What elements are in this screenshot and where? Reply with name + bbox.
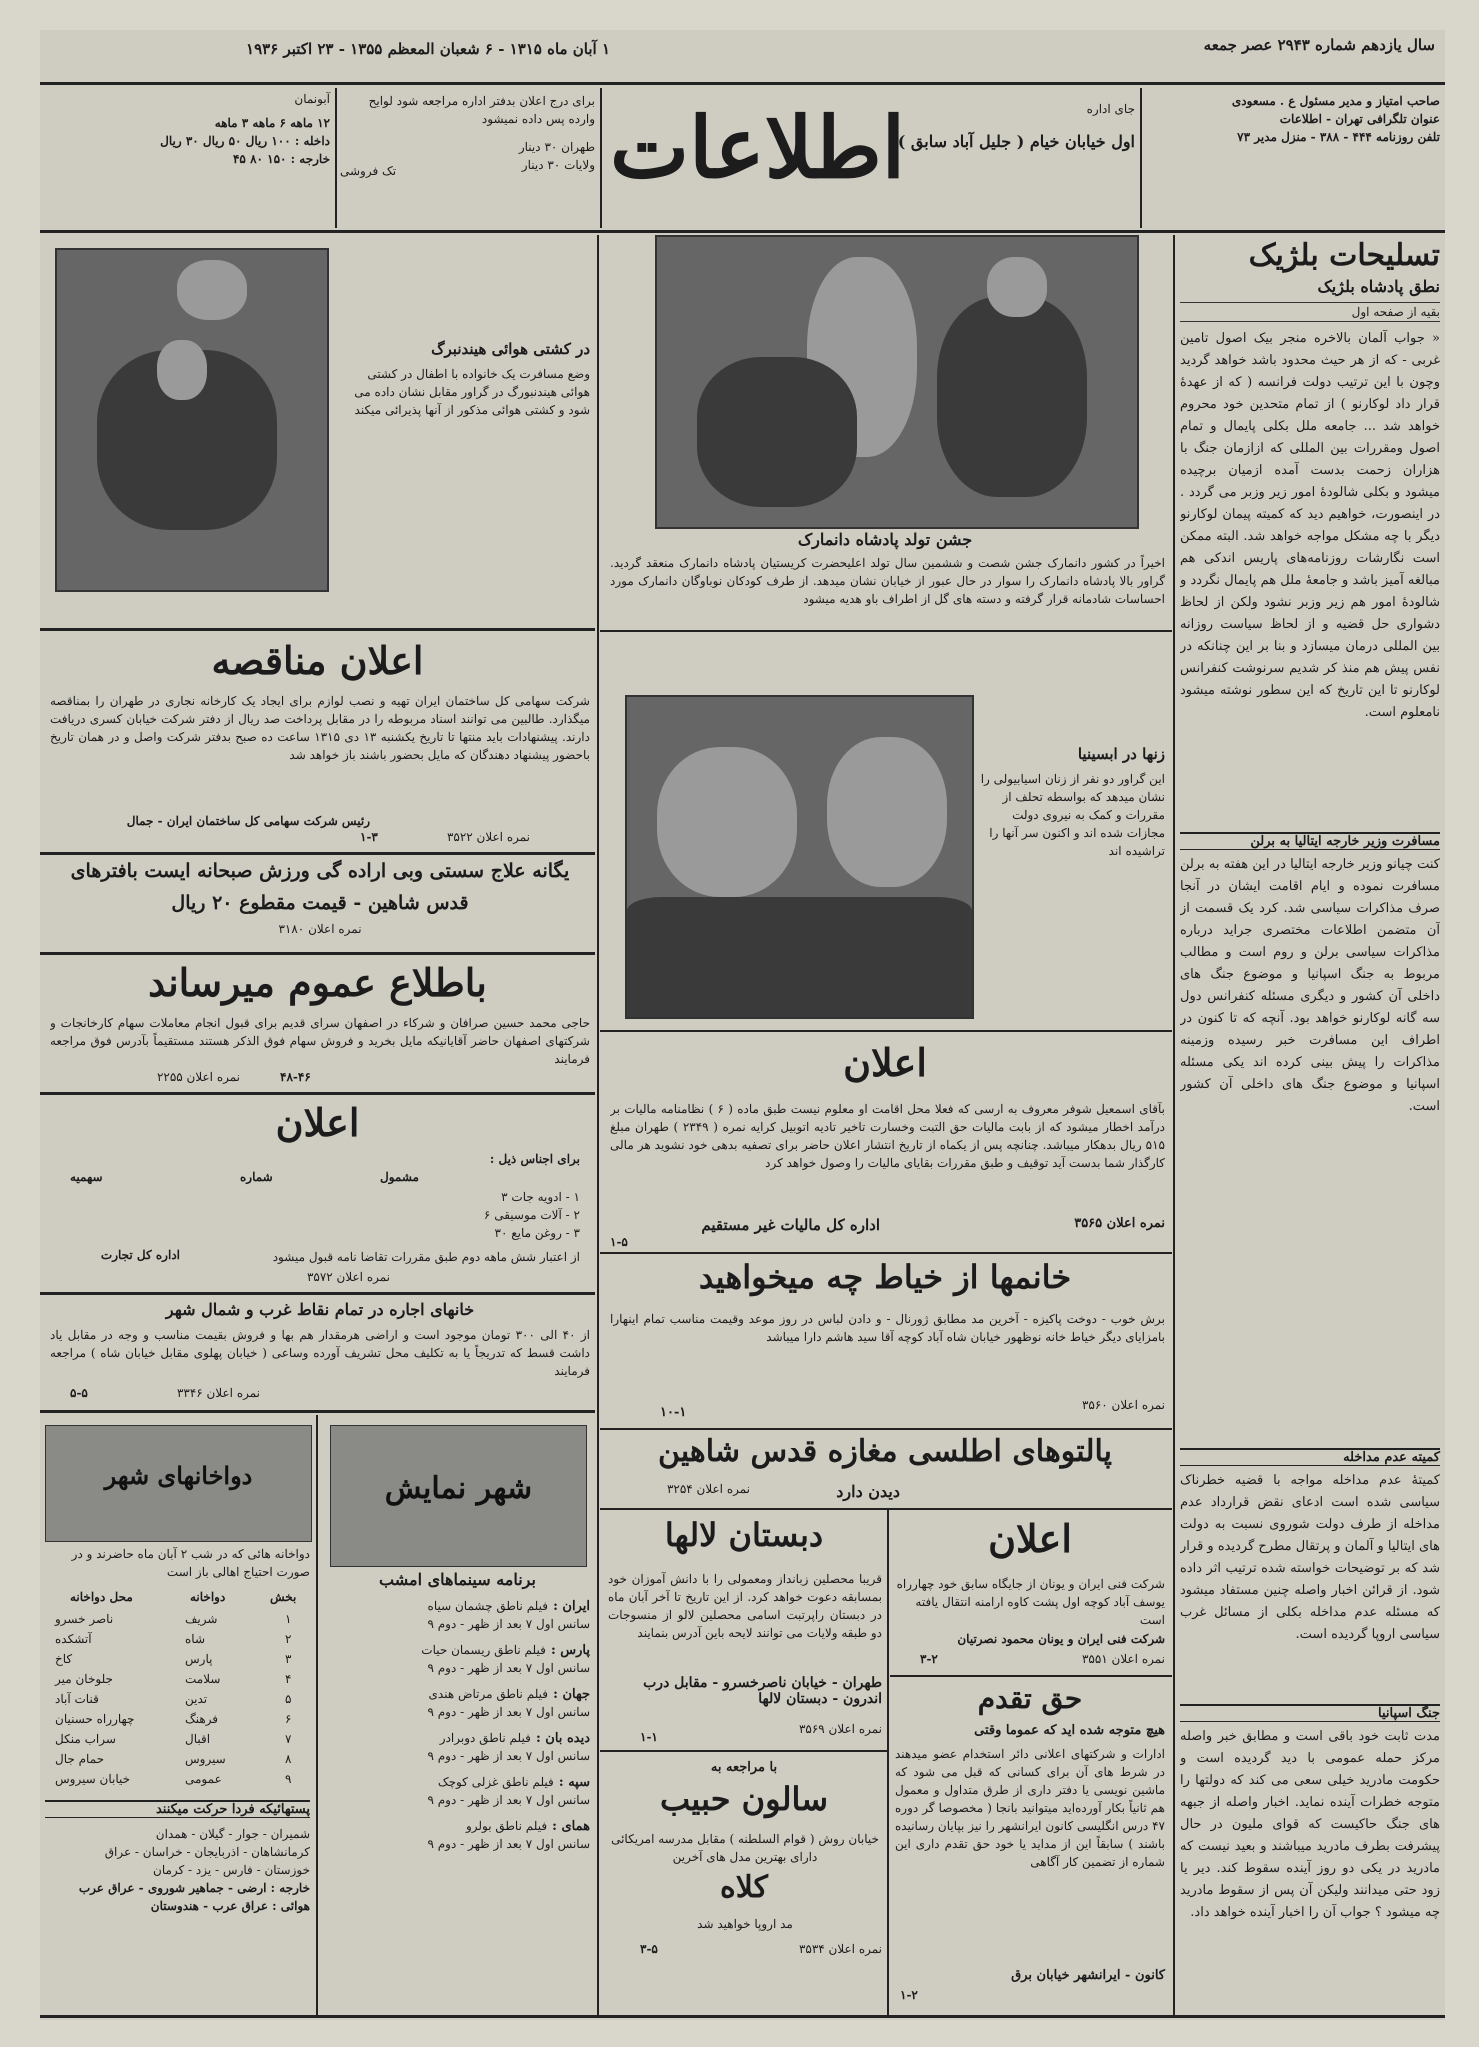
subscription-label: آبونمان [294, 92, 330, 106]
pharmacy-place: خیابان سیروس [55, 1772, 131, 1786]
left-subcolumn-rule [316, 1415, 318, 2015]
sale-col2: شماره [240, 1170, 273, 1184]
abyssinia-photo [625, 695, 974, 1019]
cinema-name: دیده بان : [535, 1731, 590, 1746]
school-title: دبستان لالها [664, 1516, 824, 1554]
rule-tax [600, 1252, 1172, 1254]
salon-word: کلاه [720, 1870, 768, 1905]
pharmacy-place: ناصر خسرو [55, 1612, 114, 1626]
subscription-header: ۱۲ ماهه ۶ ماهه ۳ ماهه [214, 116, 330, 130]
cinema-item [325, 1639, 590, 1677]
masthead-divider-2 [600, 88, 602, 228]
post-row: کرمانشاهان - اذربایجان - خراسان - عراق [104, 1845, 310, 1859]
pharmacy-place: آتشکده [55, 1632, 92, 1646]
cinema-title: برنامه سینماهای امشب [379, 1570, 536, 1589]
cinema-list [325, 1595, 590, 1859]
belgium-subtitle: نطق پادشاه بلژیک [1317, 277, 1440, 296]
cinema-times: سانس اول ۷ بعد از ظهر - دوم ۹ [427, 1661, 590, 1675]
pharmacy-row [45, 1690, 310, 1710]
cinema-name: سپه : [558, 1775, 590, 1790]
school-code: ۱-۱ [640, 1730, 658, 1744]
airplane-caption: وضع مسافرت یک خانواده با اطفال در کشتی هوائی هیندنبورگ در گراور مقابل نشان داده می شود و کشتی هوائی مذکور از آنها پذیرائی میکند [354, 367, 590, 417]
page-bottom-rule [40, 2015, 1445, 2018]
pharmacy-place: سراب منکل [55, 1732, 116, 1746]
remedy-line1: یگانه علاج سستی وبی اراده گی ورزش صبحانه ایست بافترهای [70, 860, 570, 882]
airplane-photo [55, 248, 329, 592]
salon-code: ۳-۵ [640, 1942, 658, 1956]
pharmacy-num: ۶ [285, 1712, 292, 1726]
cinema-name: جهان : [553, 1687, 590, 1702]
cinema-times: سانس اول ۷ بعد از ظهر - دوم ۹ [427, 1617, 590, 1631]
issue-line: سال یازدهم شماره ۲۹۴۳ عصر جمعه [1203, 36, 1435, 54]
rule-airplane [40, 628, 595, 631]
pharmacy-place: کاخ [55, 1652, 73, 1666]
rental-code: ۵-۵ [70, 1386, 88, 1400]
pharmacy-row [45, 1710, 310, 1730]
rule-public-notice [40, 1092, 595, 1095]
sale-col3: سهمیه [70, 1170, 103, 1184]
iran-notice-sig: شرکت فنی ایران و یونان محمود نصرتیان [957, 1632, 1165, 1646]
public-notice-body: حاجی محمد حسین صرافان و شرکاء در اصفهان سرای قدیم برای قبول انجام معاملات سهام کارخانجات و شرکتهای اصفهان حاضر آقایانیکه مایل بخرید و فروش سهام فوق الذکر هستند مستقیماً بآدرس فوق مراجعه فرمایند [50, 1016, 590, 1066]
pharmacy-row [45, 1630, 310, 1650]
cinema-times: سانس اول ۷ بعد از ظهر - دوم ۹ [427, 1837, 590, 1851]
haqq-code: ۱-۲ [900, 1988, 918, 2002]
pharmacy-col-pharmacy: دواخانه [190, 1590, 226, 1604]
pharmacy-name: عمومی [185, 1772, 222, 1786]
cinema-times: سانس اول ۷ بعد از ظهر - دوم ۹ [427, 1793, 590, 1807]
tailor-ref: نمره اعلان ۳۵۶۰ [1081, 1398, 1165, 1412]
subscription-block [50, 90, 330, 168]
rental-title: خانهای اجاره در تمام نقاط غرب و شمال شهر [165, 1300, 475, 1319]
cinema-film: فیلم ناطق غزلی کوچک [437, 1775, 554, 1789]
salon-ref: نمره اعلان ۳۵۳۴ [798, 1942, 882, 1956]
pharmacy-row [45, 1730, 310, 1750]
rule-iran-notice [890, 1675, 1172, 1677]
rule-school [600, 1750, 887, 1752]
rule-tender [40, 852, 595, 855]
cinema-item [325, 1595, 590, 1633]
masthead-divider-3 [335, 88, 337, 228]
tax-ref: نمره اعلان ۳۵۶۵ [1074, 1216, 1165, 1231]
owner-line: صاحب امتیاز و مدیر مسئول ع . مسعودی [1231, 94, 1440, 108]
coats-ref: نمره اعلان ۳۲۵۴ [666, 1482, 750, 1496]
cinema-film: فیلم ناطق مرتاض هندی [428, 1687, 549, 1701]
belgium-body3: کمیتهٔ عدم مداخله مواجه با قضیه خطرناک سیاسی شده است ادعای نقض قرارداد عدم مداخله از طرف دولت شوروی نسبت به دولت های ایتالیا و آلمان و پرتقال مطرح گردیده و قرار شد که بر توضیحات خواسته شده ترتیب اثر داده شود. از قرائن اخبار واصله چنین مستفاد میشود که مسئله عدم مداخله بکلی از مسائل غرب سیاسی اروپا گردیده است. [1180, 1473, 1440, 1642]
cinema-item [325, 1727, 590, 1765]
rule-remedy [40, 952, 595, 955]
rule-tailor [600, 1428, 1172, 1430]
tender-title: اعلان مناقصه [211, 638, 424, 683]
denmark-photo [655, 235, 1139, 529]
post-title: پستهائیکه فردا حرکت میکنند [45, 1800, 310, 1818]
cinema-times: سانس اول ۷ بعد از ظهر - دوم ۹ [427, 1749, 590, 1763]
middle-subcolumn-rule [887, 1510, 889, 2015]
cinema-name: ایران : [553, 1599, 590, 1614]
pharmacy-row [45, 1770, 310, 1790]
cinema-film: فیلم ناطق بولرو [465, 1819, 548, 1833]
subscription-foreign: خارجه : ۱۵۰ ۸۰ ۴۵ [232, 152, 330, 166]
pharmacy-place: چهارراه حسنیان [55, 1712, 135, 1726]
belgium-title: تسلیحات بلژیک [1248, 238, 1440, 273]
haqq-sig: کانون - ایرانشهر خیابان برق [1011, 1968, 1165, 1983]
sale-dept: اداره کل تجارت [100, 1248, 180, 1262]
sale-body: از اعتبار شش ماهه دوم طبق مقررات تقاضا نامه قبول میشود [272, 1250, 580, 1264]
cinema-times: سانس اول ۷ بعد از ظهر - دوم ۹ [427, 1705, 590, 1719]
pharmacy-name: اقبال [185, 1732, 211, 1746]
cinema-name: پارس : [550, 1643, 590, 1658]
rule-rental [40, 1410, 595, 1413]
rule-coats [600, 1508, 1172, 1510]
rental-ref: نمره اعلان ۳۳۴۶ [176, 1386, 260, 1400]
iran-notice-body: شرکت فنی ایران و یونان از جایگاه سابق خود چهارراه یوسف آباد کوچه اول پشت کاوه ارامنه انتقال یافته است [896, 1577, 1165, 1627]
telegraph-line: عنوان تلگرافی تهران - اطلاعات [1279, 112, 1440, 126]
pharmacy-num: ۵ [285, 1692, 292, 1706]
pharmacy-col-place: محل دواخانه [70, 1590, 133, 1604]
belgium-body2: کنت چیانو وزیر خارجه ایتالیا در این هفته به برلن مسافرت نموده و ایام اقامت ایشان در آنجا صرف مذاکرات سیاسی شد. کرد یک قسمت از آن متضمن اطلاعات مختصری جراید درباره مذاکرات سیاسی برلن و روم است و مطالب مربوط به جنگ اسپانیا و موضوع جنگ های داخلی آن کشور و دیگری مسئله کنفرانس دول سه گانه لوکارنو خواهد بود. آنچه که تا کنون در اطراف این مسافرت خبر رسیده وزمینه مذاکرات را پیش بینی کرده اند یکی مسئله اسپانیا و موضوع جنگ های داخلی آن کشور است. [1180, 857, 1440, 1114]
column-rule-right [1173, 235, 1175, 2015]
rental-body: از ۴۰ الی ۳۰۰ تومان موجود است و اراضی هرمقدار هم بها و فروش بقیمت مناسب و وجه در مقابل یاد داشت قسط که تدریجاً یا به تکلیف محل تشریف آورده وساعی ( خیابان پهلوی مقابل خیابان شاه ) مراجعه فرمایند [50, 1328, 590, 1378]
sale-title: اعلان [275, 1100, 360, 1145]
belgium-cont: بقیه از صفحه اول [1180, 302, 1440, 322]
public-notice-code: ۴۸-۴۶ [280, 1070, 311, 1084]
subscription-domestic: داخله : ۱۰۰ ریال ۵۰ ریال ۳۰ ریال [160, 134, 330, 148]
pharmacy-num: ۹ [285, 1772, 292, 1786]
cinema-film: فیلم ناطق چشمان سیاه [427, 1599, 549, 1613]
pharmacy-num: ۳ [285, 1652, 292, 1666]
cinema-film: فیلم ناطق ریسمان حیات [421, 1643, 546, 1657]
post-list [45, 1825, 310, 1915]
pharmacy-place: حمام جال [55, 1752, 105, 1766]
belgium-sub4: جنگ اسپانیا [1180, 1704, 1440, 1722]
rule-sale [40, 1292, 595, 1295]
cinema-item [325, 1771, 590, 1809]
pharmacy-name: شریف [185, 1612, 218, 1626]
pharmacy-place: جلوخان میر [55, 1672, 113, 1686]
tax-body: بآقای اسمعیل شوفر معروف به ارسی که فعلا محل اقامت او معلوم نیست طبق ماده ( ۶ ) نظامنامه مالیات بر درآمد اخطار میشود که از بابت مالیات حق التبت وخسارت تاخیر تادیه اتوبیل کرایه نمره ( ۲۳۴۹ ) طهران مبلغ ۵۱۵ ریال بدهکار میباشد. چنانچه پس از یکماه از تاریخ انتشار اعلان حاضر برای تصفیه بدهی خود نشوید هر مالی کارگذار شما بدست آید توقیف و طبق مقررات بقایای مالیات را وصول خواهد کرد [610, 1102, 1165, 1170]
post-row: خوزستان - فارس - یزد - کرمان [153, 1863, 310, 1877]
school-address: طهران - خیابان ناصرخسرو - مقابل درب اندرون - دبستان لالها [643, 1675, 882, 1707]
sale-intro: برای اجناس ذیل : [489, 1152, 580, 1166]
remedy-line2: قدس شاهین - قیمت مقطوع ۲۰ ریال [171, 892, 469, 914]
pharmacy-name: سلامت [185, 1672, 221, 1686]
pharmacy-num: ۴ [285, 1672, 292, 1686]
pharmacy-place: قنات آباد [55, 1692, 99, 1706]
sale-col1: مشمول [380, 1170, 419, 1184]
iran-notice-code: ۳-۲ [920, 1652, 938, 1666]
school-ref: نمره اعلان ۳۵۶۹ [798, 1722, 882, 1736]
masthead-title: اطلاعات [610, 98, 906, 197]
abyssinia-caption: این گراور دو نفر از زنان اسیابیولی را نشان میدهد که بواسطه تحلف از مقررات و کمک به نیروی دولت مجازات شده اند و اکنون سر آنها را تراشیده اند [980, 772, 1165, 858]
cinema-item [325, 1683, 590, 1721]
pharmacy-name: فرهنگ [185, 1712, 219, 1726]
address-text: اول خیابان خیام ( جلیل آباد سابق ) [897, 132, 1135, 151]
pharmacy-row [45, 1670, 310, 1690]
coats-title: پالتوهای اطلسی مغازه قدس شاهین [658, 1434, 1112, 1469]
pharmacy-num: ۲ [285, 1632, 292, 1646]
haqq-subtitle: هیچ متوجه شده اید که عموما وقتی [974, 1723, 1165, 1738]
belgium-article [1180, 238, 1440, 1976]
haqq-body: ادارات و شرکتهای اعلانی دائر استخدام عضو میدهند در شرط های آن برای کسانی که قبل می شود که ماشین نویسی یا دفتر داری از طرق متداول و معمول هم ثانیاً بکار آورده‌اید میتوانید بانجا ( مخصوصا گر دوره ۴۷ درس انگلیسی کانون ایرانشهر را نیز بپایان رسانیده باشند ) سابقاً این از مداید یا خود حق تقدم داری این شماره از تضمین کار آگاهی [895, 1747, 1165, 1869]
single-price-label: تک فروشی [340, 164, 397, 178]
tender-body: شرکت سهامی کل ساختمان ایران تهیه و نصب لوازم برای ایجاد یک کارخانه نجاری در طهران را بمناقصه میگذارد. طالبین می توانند اسناد مربوطه را در مقابل پرداخت صد ریال از دفتر شرکت خیابان کسری دریافت دارند. پیشنهادات باید منتها تا تاریخ یکشنبه ۱۳ دی ۱۳۱۵ ساعت ده صبح بدفتر شرکت واصل و در همان تاریخ باحضور پیشنهاد دهندگان که مایل بحضور باشند باز خواهد شد [50, 694, 590, 762]
post-row: خارجه : ارضی - جماهیر شوروی - عراق عرب [78, 1881, 310, 1895]
iran-notice-ref: نمره اعلان ۳۵۵۱ [1081, 1652, 1165, 1666]
coats-sub: دیدن دارد [836, 1482, 900, 1501]
salon-title: سالون حبیب [660, 1780, 828, 1818]
post-row: شمیران - جوار - گیلان - همدان [155, 1827, 310, 1841]
pharmacy-name: سیروس [185, 1752, 226, 1766]
denmark-caption: اخیراً در کشور دانمارک جشن شصت و ششمین سال تولد اعلیحضرت کریستیان پادشاه دانمارک منعقد گردید. گراور بالا پادشاه دانمارک را سوار در حال عبور از خیابان نشان میدهد. از طرف کودکان نوباوگان دانمارک مورد احساسات شادمانه قرار گرفته و دسته های گل از اطراف باو هدیه میشود [610, 556, 1165, 606]
pharmacy-name: شاه [185, 1632, 205, 1646]
school-body: قریبا محصلین زبانداز ومعمولی را با دانش آموزان خود بمسابقه دعوت خواهد کرد. از این تاریخ تا آخر آبان ماه در دبستان راپرتبت اسامی محصلین لالو از منسوجات دو طبقه ولایات می توانند لایحه باین آدرس بنمایند [608, 1572, 882, 1640]
column-rule-left [597, 235, 599, 2015]
tender-signature: رئیس شرکت سهامی کل ساختمان ایران - جمال [126, 814, 370, 828]
pharmacy-row [45, 1750, 310, 1770]
denmark-title: جشن تولد پادشاه دانمارک [797, 530, 973, 549]
salon-tail: مد اروپا خواهید شد [697, 1917, 793, 1931]
pharmacy-row [45, 1610, 310, 1630]
pharmacy-row [45, 1650, 310, 1670]
abyssinia-title: زنها در ابسینیا [1077, 745, 1165, 763]
iran-notice-title: اعلان [988, 1516, 1072, 1561]
haqq-title: حق تقدم [977, 1682, 1083, 1715]
belgium-body4: مدت ثابت خود باقی است و مطابق خبر واصله مرکز حمله عمومی با دید گردیده است و حکومت مادرید خیلی سعی می کند که دولتها را متوجه خطرات آینده نماید. اخبار واصله از جبهه های جنگ حاکیست که قوای ملیون در حال پیشرفت بطرف مادرید میباشند و بعید نیست که مادرید در یکی دو روز آینده سقوط کند. دیر یا زود حتی میدانند ولیکن آن پس از سقوط مادرید چه میشود ؟ جواب آن را اخبار آینده خواهد داد. [1180, 1729, 1440, 1920]
pharmacy-num: ۸ [285, 1752, 292, 1766]
newspaper-page [40, 30, 1445, 2020]
cinema-film: فیلم ناطق دوبرادر [439, 1731, 531, 1745]
tender-code: ۱-۳ [360, 830, 378, 844]
belgium-sub2: مسافرت وزیر خارجه ایتالیا به برلن [1180, 832, 1440, 850]
ad-note: برای درج اعلان بدفتر اداره مراجعه شود لوایح وارده پس داده نمیشود [368, 94, 595, 126]
cinema-logo-image [330, 1425, 587, 1567]
belgium-sub3: کمیته عدم مداخله [1180, 1448, 1440, 1466]
owner-block [1145, 92, 1440, 146]
belgium-body: « جواب آلمان بالاخره منجر بیک اصول تامین غربی - که از هر حیث محدود باشد خواهد گردید وچون با این ترتیب دولت فرانسه ( که از عهدهٔ قرار داد لوکارنو ) از تمام متحدین خود محروم خواهد شد ... جامعه ملل بکلی پایمال و تمام اصول ومقررات بین المللی که ازازمان جنگ با هزاران زحمت بدست آمده ازمیان برچیده میشود و بکلی شالودهٔ امور زیر وزبر می گردد . در اینصورت، خواهیم دید که کمیته پیمان لوکارنو دیگر با چه مشکل مواجه خواهد شد. البته ممکن است نگارشات روزنامه‌های پاریس اندکی هم مبالغه آمیز باشد و جامعهٔ ملل هم پایمال نگردد و شالودهٔ امور هم زیر وزبر نشود ولکن از لحاظ دشواری حل قضیه و از لحاظ سیاست روزانه بین المللی درمان میسازد و بنا بر این چنانکه در نفس پیش هم منذ کر شدیم سرنوشت کنفرانس لوکارنو تا این تاریخ که این سطور نوشته میشود نامعلوم است. [1180, 331, 1440, 720]
sale-row: ۳ - روغن مایع ۳۰ [494, 1226, 580, 1240]
price-provinces: ولایات ۳۰ دینار [521, 158, 595, 172]
phone-line: تلفن روزنامه ۴۴۴ - ۳۸۸ - منزل مدیر ۷۳ [1237, 130, 1440, 144]
public-notice-title: باطلاع عموم میرساند [148, 960, 487, 1005]
cinema-name: همای : [552, 1819, 590, 1834]
tailor-title: خانمها از خیاط چه میخواهید [698, 1258, 1072, 1296]
salon-body: خیابان روش ( قوام السلطنه ) مقابل مدرسه امریکائی دارای بهترین مدل های آخرین [611, 1832, 879, 1864]
tax-code: ۱-۵ [610, 1235, 628, 1249]
pharmacy-logo-text: دواخانهای شهر [104, 1461, 253, 1490]
tender-ref: نمره اعلان ۳۵۲۲ [446, 830, 530, 844]
pharmacy-intro: دواخانه هائی که در شب ۲ آبان ماه حاضرند و در صورت احتیاج اهالی باز است [71, 1547, 310, 1579]
tailor-body: برش خوب - دوخت پاکیزه - آخرین مد مطابق ژورنال - و دادن لباس در روز موعد وقیمت مناسب تمام اینهارا بامزایای دیگر خیاط خانه نوظهور خیابان شاه آباد کوچه آقا سید هاشم دارا میباشد [610, 1312, 1165, 1344]
salon-intro: با مراجعه به [710, 1760, 778, 1775]
tailor-code: ۱۰-۱ [660, 1405, 687, 1420]
post-row: هوائی : عراق عرب - هندوستان [150, 1899, 310, 1913]
tax-dept: اداره کل مالیات غیر مستقیم [701, 1216, 880, 1234]
cinema-logo-text: شهر نمایش [384, 1471, 533, 1506]
price-tehran: طهران ۳۰ دینار [518, 140, 595, 154]
ad-note-block [340, 92, 595, 178]
rule-abyssinia [600, 1030, 1172, 1032]
masthead-bottom-rule [40, 230, 1445, 233]
airplane-title: در کشتی هوائی هیندنبرگ [431, 340, 590, 358]
date-line: ۱ آبان ماه ۱۳۱۵ - ۶ شعبان المعظم ۱۳۵۵ - ۲۳ اکتبر ۱۹۳۶ [246, 40, 610, 58]
sale-row: ۲ - آلات موسیقی ۶ [483, 1208, 580, 1222]
address-label: جای اداره [1086, 102, 1135, 116]
cinema-item [325, 1815, 590, 1853]
public-notice-ref: نمره اعلان ۲۲۵۵ [156, 1070, 240, 1084]
sale-ref: نمره اعلان ۳۵۷۲ [306, 1270, 390, 1284]
sale-rows [340, 1188, 580, 1242]
masthead-top-rule [40, 82, 1445, 85]
pharmacy-name: پارس [185, 1652, 213, 1666]
pharmacy-col-section: بخش [270, 1590, 297, 1604]
pharmacy-num: ۷ [285, 1732, 292, 1746]
tax-title: اعلان [843, 1040, 927, 1085]
sale-row: ۱ - ادویه جات ۳ [501, 1190, 580, 1204]
pharmacy-name: تدین [185, 1692, 208, 1706]
masthead-divider [1140, 88, 1142, 228]
remedy-ref: نمره اعلان ۳۱۸۰ [278, 922, 362, 936]
pharmacy-num: ۱ [285, 1612, 292, 1626]
rule-denmark [600, 630, 1172, 632]
pharmacy-logo-image [45, 1425, 312, 1542]
pharmacy-table [45, 1610, 310, 1790]
